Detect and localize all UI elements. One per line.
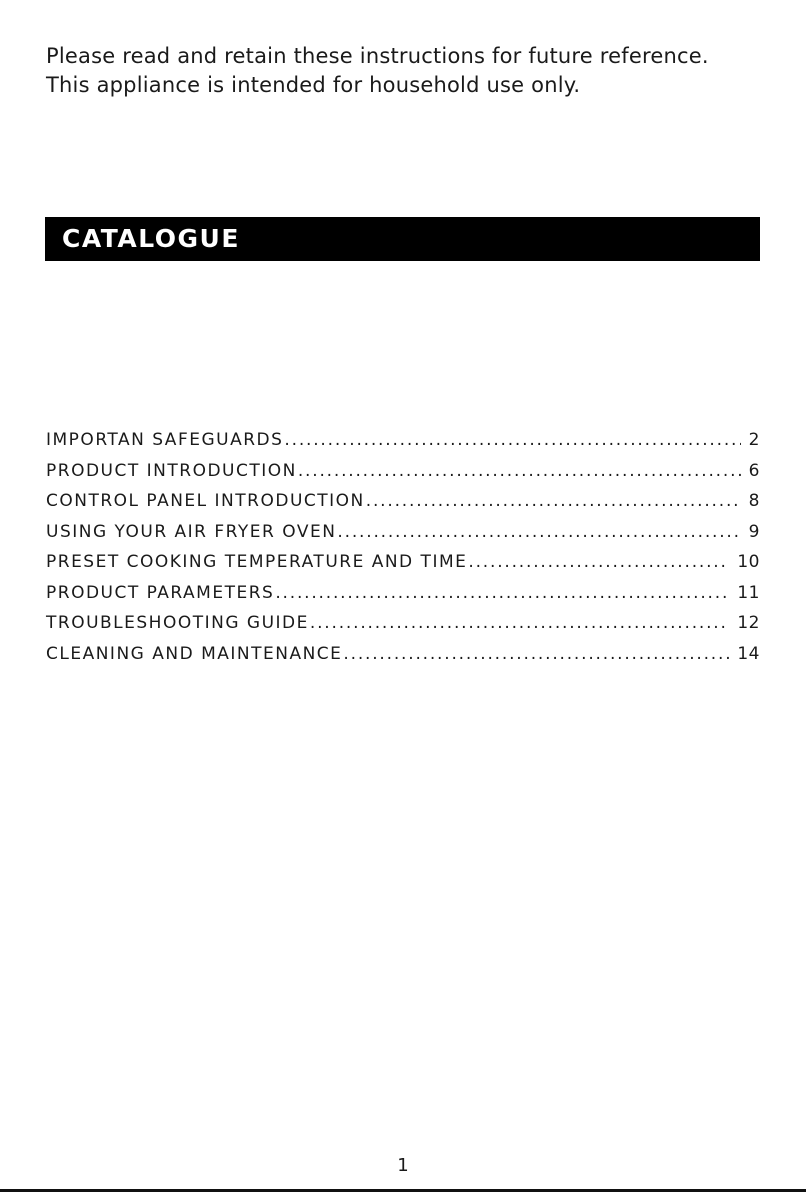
catalogue-banner — [45, 217, 760, 261]
toc-item-title: CONTROL PANEL INTRODUCTION — [46, 491, 365, 511]
toc-leader-dots — [275, 580, 729, 606]
toc-item-control-panel-introduction[interactable] — [46, 488, 760, 519]
intro-line-2: This appliance is intended for household use only. — [46, 73, 581, 97]
toc-item-preset-cooking-temperature-and-time[interactable] — [46, 549, 760, 580]
toc-leader-dots — [298, 458, 741, 484]
toc-item-title: PRODUCT INTRODUCTION — [46, 460, 297, 481]
toc-item-page: 9 — [748, 521, 760, 542]
page-number: 1 — [397, 1155, 409, 1176]
toc-item-product-introduction[interactable] — [46, 458, 760, 489]
toc-item-page: 10 — [737, 552, 760, 572]
toc-item-page: 14 — [737, 643, 760, 664]
toc-item-title: PRODUCT PARAMETERS — [46, 582, 275, 603]
toc-item-title: CLEANING AND MAINTENANCE — [46, 643, 343, 664]
toc-item-page: 2 — [748, 430, 760, 450]
toc-item-title: IMPORTAN SAFEGUARDS — [46, 430, 284, 450]
catalogue-title: CATALOGUE — [62, 224, 240, 253]
toc-item-important-safeguards[interactable] — [46, 427, 760, 458]
toc-item-page: 8 — [748, 491, 760, 511]
toc-leader-dots — [468, 549, 729, 575]
table-of-contents — [46, 427, 760, 671]
toc-item-product-parameters[interactable] — [46, 580, 760, 611]
toc-item-title: USING YOUR AIR FRYER OVEN — [46, 521, 337, 542]
intro-text — [46, 42, 766, 100]
toc-leader-dots — [366, 488, 741, 514]
toc-item-page: 12 — [737, 613, 760, 633]
toc-leader-dots — [310, 610, 729, 636]
toc-item-troubleshooting-guide[interactable] — [46, 610, 760, 641]
toc-item-title: TROUBLESHOOTING GUIDE — [46, 613, 309, 633]
toc-item-cleaning-and-maintenance[interactable] — [46, 641, 760, 672]
toc-item-page: 11 — [737, 582, 760, 603]
toc-leader-dots — [337, 519, 740, 545]
toc-leader-dots — [284, 427, 740, 453]
intro-line-1: Please read and retain these instructions for future reference. — [46, 44, 709, 68]
toc-item-page: 6 — [748, 460, 760, 481]
toc-item-using-your-air-fryer-oven[interactable] — [46, 519, 760, 550]
toc-leader-dots — [343, 641, 729, 667]
toc-item-title: PRESET COOKING TEMPERATURE AND TIME — [46, 552, 468, 572]
